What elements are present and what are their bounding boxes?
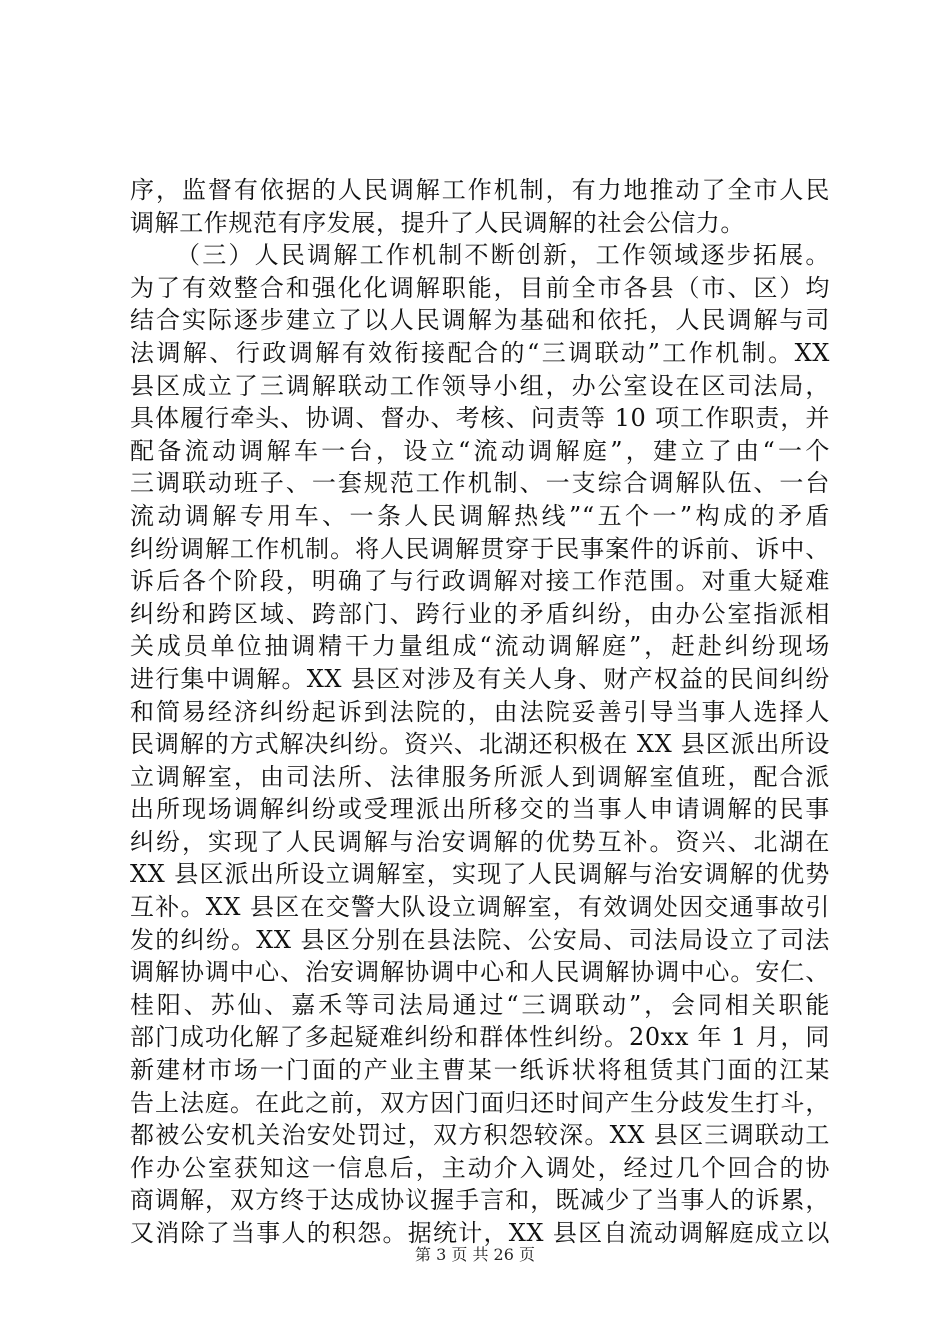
- section-heading-line: （三）人民调解工作机制不断创新，工作领域逐步拓展。: [176, 241, 830, 270]
- text-line: 出所现场调解纠纷或受理派出所移交的当事人申请调解的民事: [130, 795, 830, 824]
- text-line: 流动调解专用车、一条人民调解热线”“五个一”构成的矛盾: [130, 501, 830, 530]
- text-line: 新建材市场一门面的产业主曹某一纸诉状将租赁其门面的江某: [130, 1056, 830, 1085]
- text-line: 纠纷调解工作机制。将人民调解贯穿于民事案件的诉前、诉中、: [130, 534, 830, 563]
- text-line: 告上法庭。在此之前，双方因门面归还时间产生分歧发生打斗，: [130, 1088, 830, 1117]
- text-line: 三调联动班子、一套规范工作机制、一支综合调解队伍、一台: [130, 469, 830, 498]
- text-line: 又消除了当事人的积怨。据统计，XX 县区自流动调解庭成立以: [130, 1219, 830, 1247]
- text-line: 结合实际逐步建立了以人民调解为基础和依托，人民调解与司: [130, 306, 830, 335]
- text-line: 作办公室获知这一信息后，主动介入调处，经过几个回合的协: [130, 1153, 830, 1182]
- text-line: 互补。XX 县区在交警大队设立调解室，有效调处因交通事故引: [130, 893, 830, 922]
- body-text: [130, 174, 830, 1250]
- text-line: 调解工作规范有序发展，提升了人民调解的社会公信力。: [130, 208, 745, 237]
- text-line: 序，监督有依据的人民调解工作机制，有力地推动了全市人民: [130, 176, 830, 204]
- text-line: XX 县区派出所设立调解室，实现了人民调解与治安调解的优势: [130, 860, 830, 889]
- text-line: 为了有效整合和强化化调解职能，目前全市各县（市、区）均: [130, 273, 830, 302]
- page-number-label: 第 3 页 共 26 页: [415, 1245, 535, 1264]
- text-line: 纠纷和跨区域、跨部门、跨行业的矛盾纠纷，由办公室指派相: [130, 599, 830, 628]
- text-line: 都被公安机关治安处罚过，双方积怨较深。XX 县区三调联动工: [130, 1121, 830, 1150]
- text-line: 诉后各个阶段，明确了与行政调解对接工作范围。对重大疑难: [130, 567, 830, 596]
- text-line: 纠纷，实现了人民调解与治安调解的优势互补。资兴、北湖在: [130, 827, 830, 856]
- text-line: 关成员单位抽调精干力量组成“流动调解庭”，赶赴纠纷现场: [130, 632, 830, 661]
- text-line: 进行集中调解。XX 县区对涉及有关人身、财产权益的民间纠纷: [130, 664, 830, 693]
- text-line: 配备流动调解车一台，设立“流动调解庭”，建立了由“一个: [130, 436, 830, 465]
- text-line: 民调解的方式解决纠纷。资兴、北湖还积极在 XX 县区派出所设: [130, 730, 830, 759]
- page-footer: [0, 1245, 950, 1265]
- text-line: 发的纠纷。XX 县区分别在县法院、公安局、司法局设立了司法: [130, 925, 830, 954]
- text-line: 法调解、行政调解有效衔接配合的“三调联动”工作机制。XX: [130, 338, 830, 367]
- text-line: 商调解，双方终于达成协议握手言和，既减少了当事人的诉累，: [130, 1186, 830, 1215]
- text-line: 调解协调中心、治安调解协调中心和人民调解协调中心。安仁、: [130, 958, 830, 987]
- text-line: 立调解室，由司法所、法律服务所派人到调解室值班，配合派: [130, 762, 830, 791]
- text-line: 和简易经济纠纷起诉到法院的，由法院妥善引导当事人选择人: [130, 697, 830, 726]
- text-line: 部门成功化解了多起疑难纠纷和群体性纠纷。20xx 年 1 月，同: [130, 1023, 830, 1052]
- text-line: 县区成立了三调解联动工作领导小组，办公室设在区司法局，: [130, 371, 830, 400]
- text-line: 具体履行牵头、协调、督办、考核、问责等 10 项工作职责，并: [130, 404, 830, 433]
- text-line: 桂阳、苏仙、嘉禾等司法局通过“三调联动”，会同相关职能: [130, 990, 830, 1019]
